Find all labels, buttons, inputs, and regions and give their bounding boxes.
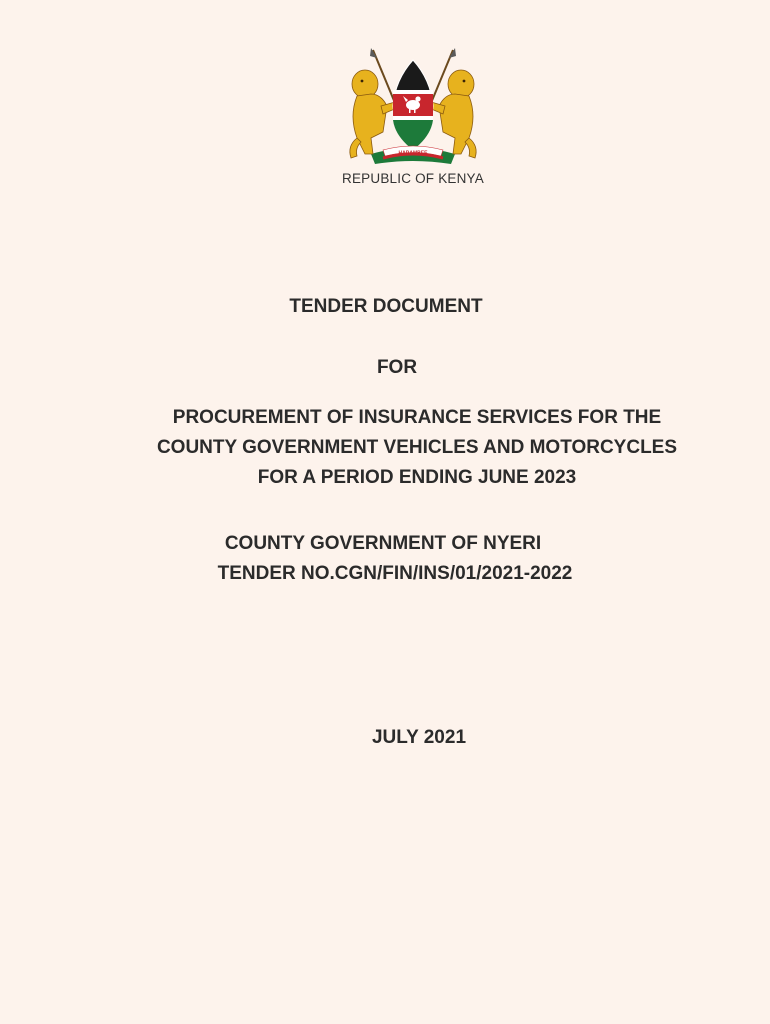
tender-subject: [0, 403, 770, 493]
tender-subject-line: FOR A PERIOD ENDING JUNE 2023: [257, 467, 577, 488]
country-caption: REPUBLIC OF KENYA: [342, 171, 484, 186]
for-label: FOR: [376, 357, 418, 378]
motto-text: HARAMBEE: [398, 150, 428, 157]
issuer-name: COUNTY GOVERNMENT OF NYERI: [224, 533, 542, 554]
document-date: JULY 2021: [371, 727, 467, 748]
tender-subject-line: PROCUREMENT OF INSURANCE SERVICES FOR THE: [172, 407, 662, 428]
coat-of-arms-emblem: [343, 46, 483, 170]
tender-subject-line: COUNTY GOVERNMENT VEHICLES AND MOTORCYCLES: [156, 437, 678, 458]
tender-number: TENDER NO.CGN/FIN/INS/01/2021-2022: [217, 563, 573, 584]
document-title: TENDER DOCUMENT: [289, 296, 483, 317]
